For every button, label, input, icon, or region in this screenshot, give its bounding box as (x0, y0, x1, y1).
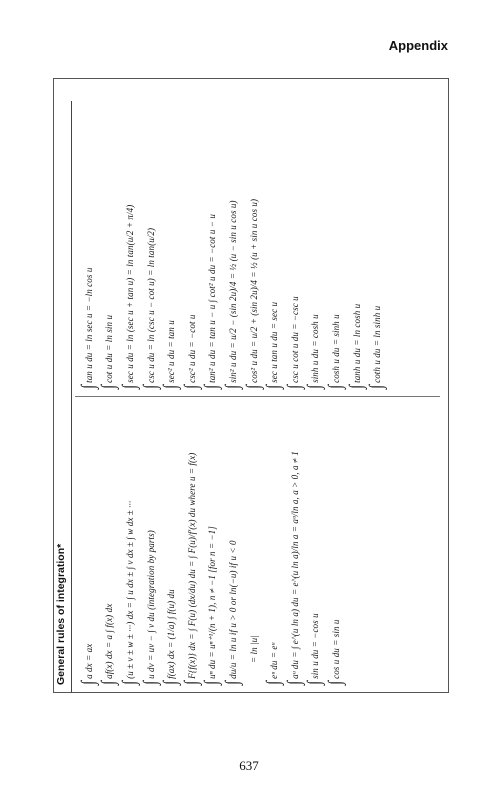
formula-row (203, 400, 224, 685)
integral-sign-icon: ∫ (222, 680, 243, 685)
integral-sign-icon: ∫ (181, 680, 202, 685)
integral-sign-icon: ∫ (119, 384, 140, 389)
formula-row (161, 400, 182, 685)
formula-row (306, 400, 327, 685)
formula-text: tan² u du = tan u − u ∫ cot² u du = −cot u − u (207, 214, 218, 383)
formula-row (347, 89, 368, 389)
table-title: General rules of integration* (55, 543, 67, 685)
integral-sign-icon: ∫ (366, 384, 387, 389)
integration-table (53, 78, 449, 693)
integral-sign-icon: ∫ (140, 680, 161, 685)
formula-row (244, 400, 265, 685)
integral-sign-icon: ∫ (325, 384, 346, 389)
integral-sign-icon: ∫ (119, 680, 140, 685)
integral-sign-icon: ∫ (181, 384, 202, 389)
integral-sign-icon: ∫ (78, 680, 99, 685)
formula-row (326, 89, 347, 389)
integral-sign-icon: ∫ (99, 384, 120, 389)
formula-row (182, 89, 203, 389)
formula-row (182, 400, 203, 685)
integral-sign-icon: ∫ (161, 384, 182, 389)
formula-text: aᵘ du = ∫ e^(u ln a) du = e^(u ln a)/ln a = aᵘ/ln a, a > 0, a ≠ 1 (289, 451, 300, 679)
integral-sign-icon: ∫ (140, 384, 161, 389)
formula-row (264, 400, 285, 685)
formula-text: (u ± v ± w ± ···) dx = ∫ u dx ± ∫ v dx ± ∫ w dx ± ··· (124, 500, 135, 679)
formula-text: csc u du = ln (csc u − cot u) = ln tan(u/2) (145, 227, 156, 383)
formula-row (367, 89, 388, 389)
formula-row (326, 400, 347, 685)
formula-row (285, 400, 306, 685)
title-rule (71, 101, 72, 693)
formula-text: uⁿ du = uⁿ⁺¹/(n + 1), n ≠ −1 [for n = −1] (207, 526, 218, 679)
right-column (79, 89, 388, 389)
formula-text: u dv = uv − ∫ v du (integration by parts) (145, 530, 156, 679)
formula-text: sec u tan u du = sec u (269, 301, 280, 383)
formula-text: sinh u du = cosh u (310, 314, 321, 383)
formula-row (264, 89, 285, 389)
formula-text: csc u cot u du = −csc u (289, 296, 300, 383)
formula-text: af(x) dx = a ∫ f(x) dx (104, 603, 115, 679)
formula-row (306, 89, 327, 389)
formula-row (79, 400, 100, 685)
formula-text: sec² u du = tan u (166, 320, 177, 383)
formula-text: csc² u du = −cot u (186, 314, 197, 383)
formula-row (141, 400, 162, 685)
formula-text: = ln |u| (248, 635, 259, 663)
formula-text: tanh u du = ln cosh u (351, 303, 362, 383)
page-number: 637 (239, 758, 259, 773)
formula-row (79, 89, 100, 389)
section-title: Appendix (388, 38, 448, 53)
integral-sign-icon: ∫ (222, 384, 243, 389)
formula-text: cos u du = sin u (330, 619, 341, 679)
integral-sign-icon: ∫ (243, 384, 264, 389)
integral-sign-icon: ∫ (202, 384, 223, 389)
formula-row (120, 400, 141, 685)
formula-text: a dx = ax (83, 643, 94, 679)
integral-sign-icon: ∫ (99, 680, 120, 685)
formula-text: F{f(x)} dx = ∫ F(u) (dx/du) du = ∫ F(u)/f′(x) du where u = f(x) (186, 452, 197, 679)
formula-row (120, 89, 141, 389)
formula-text: du/u = ln u if u > 0 or ln(−u) if u < 0 (227, 540, 238, 679)
formula-text: f(ax) dx = (1/a) ∫ f(u) du (166, 589, 177, 679)
formula-row (100, 400, 121, 685)
formula-text: sin² u du = u/2 − (sin 2u)/4 = ½ (u − sin u cos u) (227, 200, 238, 383)
integral-sign-icon: ∫ (284, 680, 305, 685)
formula-text: coth u du = ln sinh u (372, 305, 383, 383)
integral-sign-icon: ∫ (264, 680, 285, 685)
formula-row (203, 89, 224, 389)
integral-sign-icon: ∫ (161, 680, 182, 685)
formula-row (223, 400, 244, 685)
formula-text: cot u du = ln sin u (104, 314, 115, 383)
formula-row (244, 89, 265, 389)
left-column (79, 400, 347, 685)
formula-text: sin u du = −cos u (310, 613, 321, 679)
formula-text: eᵘ du = eᵘ (269, 642, 280, 679)
integral-sign-icon: ∫ (305, 680, 326, 685)
integral-sign-icon: ∫ (325, 680, 346, 685)
integral-sign-icon: ∫ (346, 384, 367, 389)
formula-row (100, 89, 121, 389)
formula-text: cos² u du = u/2 + (sin 2u)/4 = ½ (u + sin u cos u) (248, 198, 259, 383)
integral-sign-icon: ∫ (305, 384, 326, 389)
column-divider (75, 396, 440, 397)
integral-sign-icon: ∫ (202, 680, 223, 685)
formula-row (223, 89, 244, 389)
formula-text: tan u du = ln sec u = −ln cos u (83, 267, 94, 383)
formula-text: cosh u du = sinh u (330, 314, 341, 383)
integral-sign-icon: ∫ (264, 384, 285, 389)
integral-sign-icon: ∫ (78, 384, 99, 389)
formula-row (285, 89, 306, 389)
formula-row (161, 89, 182, 389)
formula-text: sec u du = ln (sec u + tan u) = ln tan(u/2 + π/4) (124, 204, 135, 383)
formula-row (141, 89, 162, 389)
integral-sign-icon: ∫ (284, 384, 305, 389)
